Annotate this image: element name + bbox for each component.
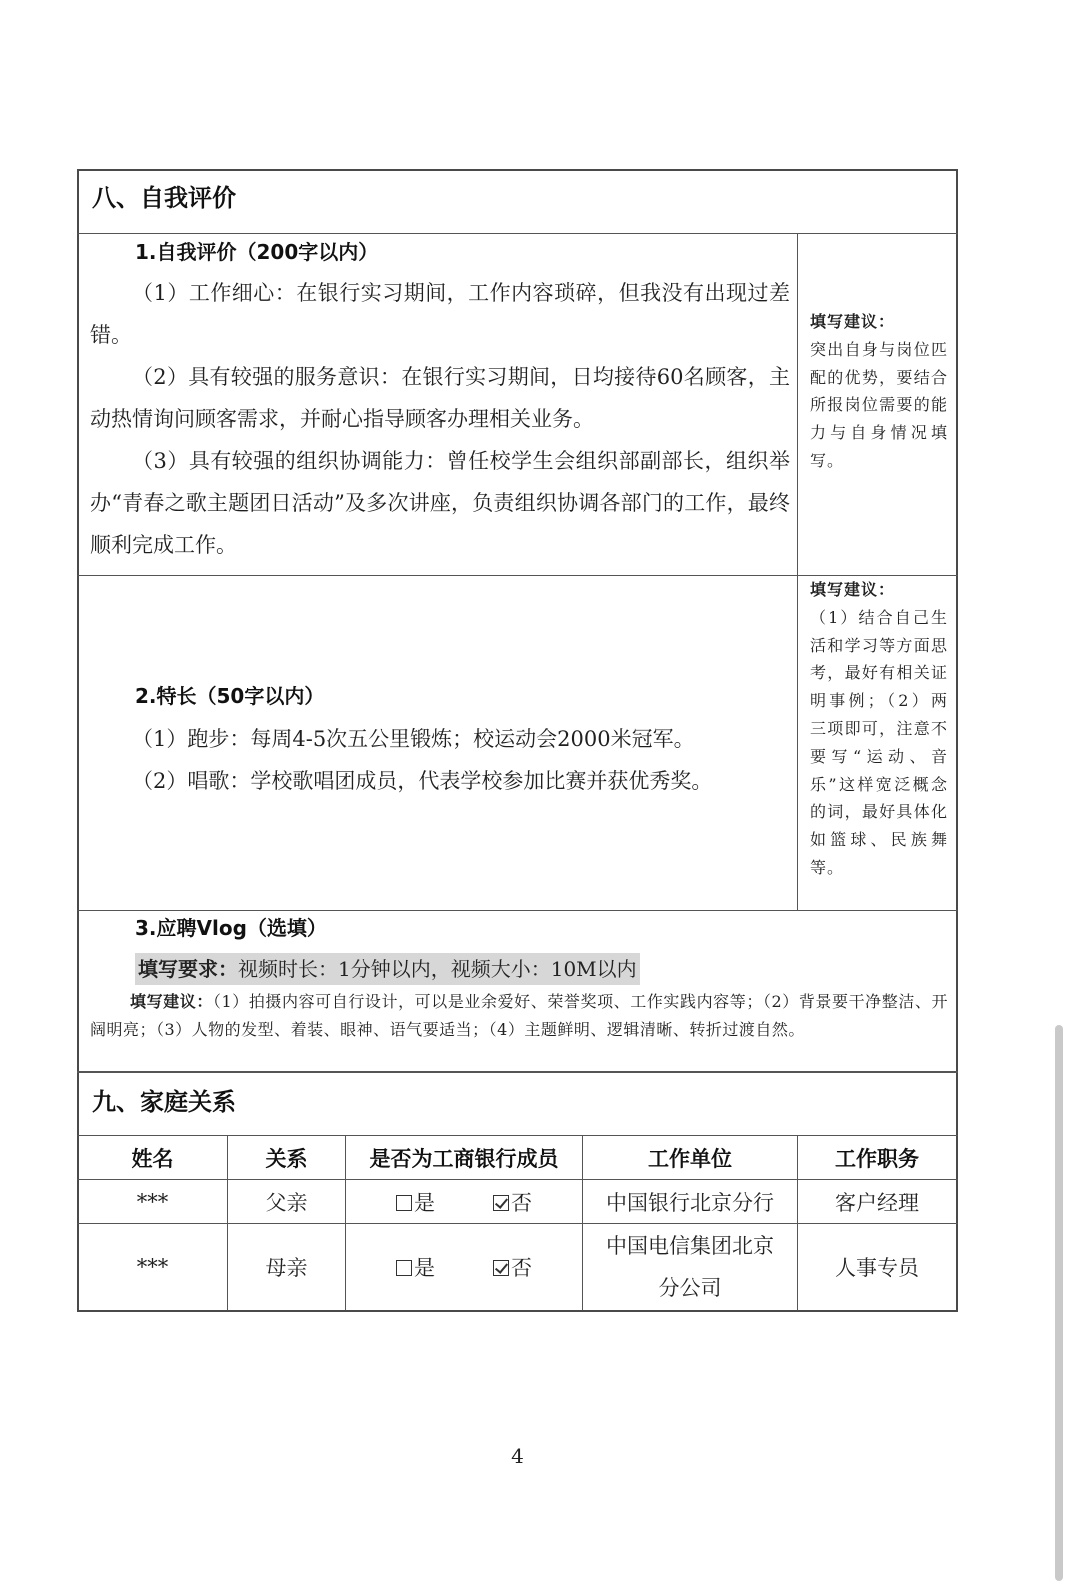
checkbox-checked-icon [493, 1195, 509, 1211]
table-cell-icbc-member [346, 1224, 582, 1310]
specialty-hint [810, 576, 948, 882]
section-title-self-evaluation: 八、自我评价 [92, 184, 236, 212]
specialty-item: （2）唱歌：学校歌唱团成员，代表学校参加比赛并获优秀奖。 [132, 769, 713, 793]
column-header-relation: 关系 [265, 1146, 308, 1171]
checkbox-unchecked-icon [396, 1260, 412, 1276]
divider [77, 1071, 958, 1073]
table-cell-name: *** [136, 1189, 169, 1214]
specialty-text [90, 718, 790, 802]
divider [77, 233, 958, 234]
self-evaluation-hint [810, 308, 948, 475]
table-cell-icbc-member [346, 1180, 582, 1223]
requirement-text: 视频时长：1分钟以内，视频大小：10M以内 [238, 957, 637, 981]
table-cell-employer: 中国电信集团北京分公司 [606, 1234, 774, 1300]
checkbox-unchecked-icon [396, 1195, 412, 1211]
option-label: 是 [414, 1256, 435, 1280]
self-evaluation-item: （1）工作细心：在银行实习期间，工作内容琐碎，但我没有出现过差错。 [90, 281, 790, 347]
vlog-subtitle: 3.应聘Vlog（选填） [135, 916, 327, 940]
table-cell-position: 客户经理 [835, 1190, 919, 1215]
option-label: 否 [511, 1190, 532, 1215]
self-evaluation-item: （2）具有较强的服务意识：在银行实习期间，日均接待60名顾客，主动热情询问顾客需求，并耐心指导顾客办理相关业务。 [90, 365, 790, 431]
self-evaluation-subtitle: 1.自我评价（200字以内） [135, 240, 379, 264]
specialty-subtitle: 2.特长（50字以内） [135, 684, 325, 708]
hint-label: 填写建议： [810, 312, 896, 331]
checkbox-no[interactable] [493, 1187, 532, 1217]
option-label: 是 [414, 1190, 435, 1215]
page-number: 4 [511, 1444, 524, 1468]
hint-label: 填写建议： [810, 580, 896, 599]
column-header-employer: 工作单位 [648, 1146, 732, 1171]
vlog-requirement [135, 953, 640, 985]
hint-label: 填写建议： [130, 992, 213, 1011]
column-header-position: 工作职务 [835, 1146, 919, 1171]
checkbox-checked-icon [493, 1260, 509, 1276]
hint-text: 突出自身与岗位匹配的优势，要结合所报岗位需要的能力与自身情况填写。 [810, 339, 948, 470]
requirement-label: 填写要求： [138, 957, 238, 981]
hint-text: （1）结合自己生活和学习等方面思考，最好有相关证明事例；（2）两三项即可，注意不要写“运动、音乐”这样宽泛概念的词，最好具体化如篮球、民族舞等。 [810, 607, 948, 877]
table-cell-relation: 父亲 [265, 1190, 308, 1215]
table-cell-relation: 母亲 [265, 1256, 308, 1280]
self-evaluation-text [90, 272, 790, 566]
self-evaluation-item: （3）具有较强的组织协调能力：曾任校学生会组织部副部长，组织举办“青春之歌主题团日活动”及多次讲座，负责组织协调各部门的工作，最终顺利完成工作。 [90, 449, 790, 557]
specialty-item: （1）跑步：每周4-5次五公里锻炼；校运动会2000米冠军。 [132, 727, 695, 751]
hint-text: （1）拍摄内容可自行设计，可以是业余爱好、荣誉奖项、工作实践内容等；（2）背景要干净整洁、开阔明亮；（3）人物的发型、着装、眼神、语气要适当；（4）主题鲜明、逻辑清晰、转折过渡自然。 [90, 992, 948, 1039]
section-title-family: 九、家庭关系 [92, 1088, 236, 1116]
vlog-hint [90, 988, 948, 1044]
checkbox-no[interactable] [493, 1252, 532, 1282]
table-cell-position: 人事专员 [835, 1256, 919, 1280]
column-header-icbc-member: 是否为工商银行成员 [369, 1146, 559, 1171]
column-header-name: 姓名 [131, 1146, 174, 1171]
vertical-scrollbar[interactable] [1055, 1025, 1063, 1581]
divider [797, 233, 798, 910]
option-label: 否 [511, 1256, 532, 1280]
table-cell-name: *** [136, 1255, 169, 1279]
checkbox-yes[interactable] [396, 1252, 435, 1282]
table-cell-employer: 中国银行北京分行 [606, 1190, 774, 1215]
divider [77, 910, 958, 911]
checkbox-yes[interactable] [396, 1187, 435, 1217]
